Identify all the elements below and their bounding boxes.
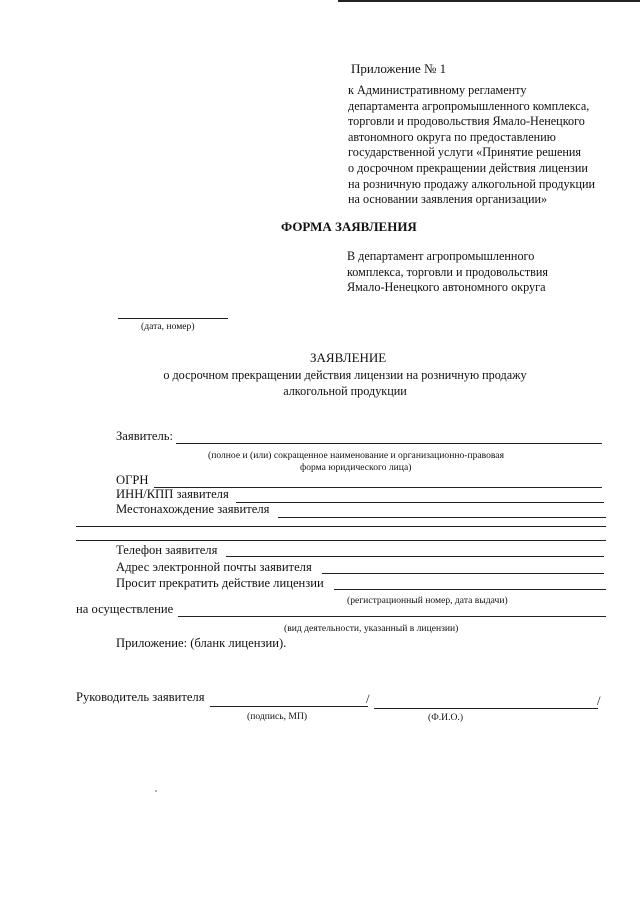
phone-label: Телефон заявителя bbox=[116, 543, 218, 557]
appendix-line: автономного округа по предоставлению bbox=[348, 129, 556, 144]
ogrn-label: ОГРН bbox=[116, 473, 149, 487]
location-field-continuation[interactable] bbox=[76, 540, 606, 541]
applicant-label: Заявитель: bbox=[116, 429, 173, 443]
appendix-line: о досрочном прекращении действия лицензии bbox=[348, 160, 588, 175]
date-number-field[interactable] bbox=[118, 318, 228, 319]
appendix-line: торговли и продовольствия Ямало-Ненецкого bbox=[348, 114, 585, 129]
addressee-line: комплекса, торговли и продовольствия bbox=[347, 264, 549, 279]
addressee-line: Ямало-Ненецкого автономного округа bbox=[347, 280, 546, 295]
full-name-caption: (Ф.И.О.) bbox=[428, 712, 464, 723]
activity-field[interactable] bbox=[178, 616, 606, 617]
signature-field[interactable] bbox=[210, 706, 368, 707]
addressee-line: В департамент агропромышленного bbox=[347, 249, 535, 263]
email-field[interactable] bbox=[322, 573, 604, 574]
appendix-title: Приложение № 1 bbox=[351, 61, 447, 76]
statement-subtitle bbox=[140, 368, 550, 399]
full-name-slash: / bbox=[597, 694, 601, 708]
addressee-block bbox=[347, 249, 548, 296]
statement-subtitle-line: о досрочном прекращении действия лицензии на розничную продажу bbox=[163, 368, 527, 382]
terminate-license-label: Просит прекратить действие лицензии bbox=[116, 576, 324, 590]
applicant-field[interactable] bbox=[176, 443, 602, 444]
activity-caption: (вид деятельности, указанный в лицензии) bbox=[284, 623, 459, 634]
location-label: Местонахождение заявителя bbox=[116, 502, 270, 516]
inn-kpp-label: ИНН/КПП заявителя bbox=[116, 487, 229, 501]
location-field-continuation[interactable] bbox=[76, 526, 606, 527]
signature-caption: (подпись, МП) bbox=[247, 711, 308, 722]
signature-label: Руководитель заявителя bbox=[76, 690, 205, 704]
appendix-line: на розничную продажу алкогольной продукции bbox=[348, 176, 596, 191]
appendix-line: на основании заявления организации» bbox=[348, 192, 548, 207]
license-number-date-caption: (регистрационный номер, дата выдачи) bbox=[347, 595, 508, 606]
appendix-line: к Административному регламенту bbox=[348, 83, 527, 97]
email-label: Адрес электронной почты заявителя bbox=[116, 560, 312, 574]
scan-speck bbox=[155, 790, 157, 792]
top-edge-rule bbox=[338, 0, 640, 2]
statement-title: ЗАЯВЛЕНИЕ bbox=[310, 350, 387, 365]
date-number-caption: (дата, номер) bbox=[141, 321, 195, 332]
inn-kpp-field[interactable] bbox=[236, 502, 604, 503]
form-title: ФОРМА ЗАЯВЛЕНИЯ bbox=[281, 219, 417, 234]
applicant-caption-line: (полное и (или) сокращенное наименование и организационно-правовая bbox=[208, 450, 504, 461]
appendix-line: департамента агропромышленного комплекса, bbox=[348, 98, 590, 113]
activity-label: на осуществление bbox=[76, 602, 174, 616]
license-number-date-field[interactable] bbox=[334, 589, 606, 590]
signature-slash: / bbox=[366, 692, 370, 706]
attachment-label: Приложение: (бланк лицензии). bbox=[116, 636, 287, 650]
statement-subtitle-line: алкогольной продукции bbox=[283, 383, 407, 398]
location-field[interactable] bbox=[278, 517, 606, 518]
phone-field[interactable] bbox=[226, 556, 604, 557]
appendix-text bbox=[348, 83, 595, 208]
appendix-line: государственной услуги «Принятие решения bbox=[348, 145, 582, 160]
full-name-field[interactable] bbox=[374, 708, 598, 709]
applicant-caption-line: форма юридического лица) bbox=[300, 462, 412, 473]
